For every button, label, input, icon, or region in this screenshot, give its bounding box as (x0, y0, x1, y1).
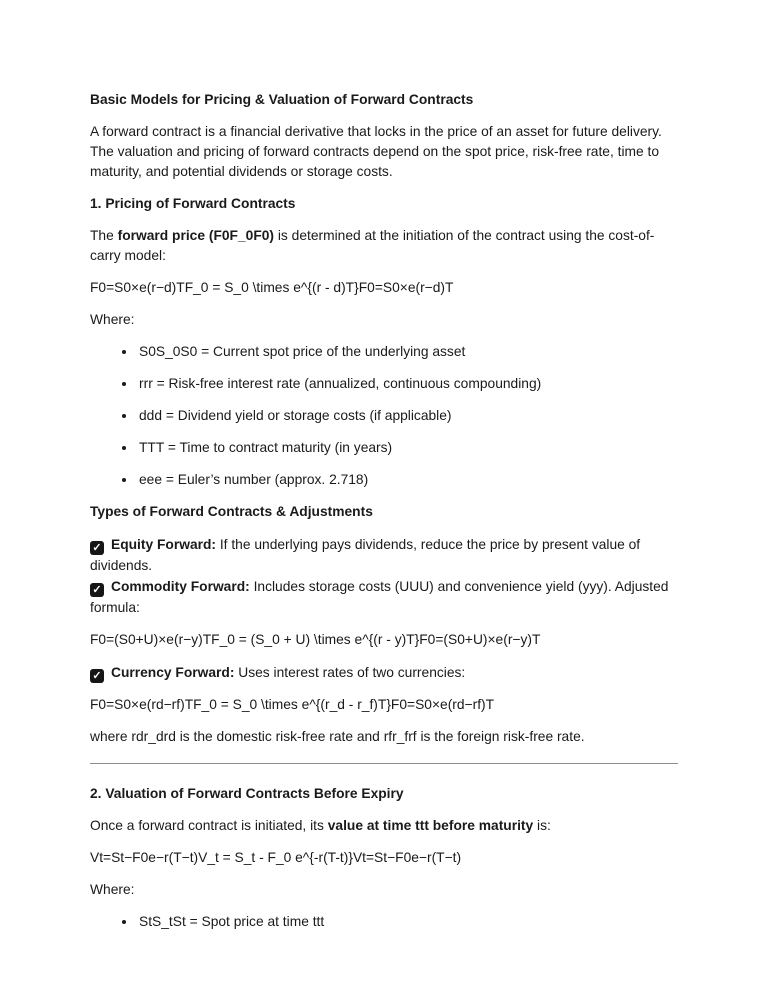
forward-types-group (90, 534, 678, 618)
list-item-dividend-yield: • ddd = Dividend yield or storage costs (if applicable) (137, 406, 678, 426)
list-item-spot-price-at-t: • StS_tSt = Spot price at time ttt (137, 912, 678, 932)
list-item-eulers-number: • eee = Euler’s number (approx. 2.718) (137, 470, 678, 490)
cost-of-carry-formula: F0=S0×e(r−d)TF_0 = S_0 \times e^{(r - d)T}F0=S0×e(r−d)T (90, 280, 454, 295)
checkmark-glyph: ✓ (92, 584, 102, 596)
intro-paragraph: A forward contract is a financial derivative that locks in the price of an asset for future delivery. The valuation and pricing of forward contracts depend on the spot price, risk-free rate, time to maturity, and potential dividends or storage costs. (90, 124, 662, 179)
pricing-variables-list (90, 342, 678, 490)
currency-forward-text: Uses interest rates of two currencies: (234, 665, 466, 680)
commodity-forward-formula: F0=(S0+U)×e(r−y)TF_0 = (S_0 + U) \times e^{(r - y)T}F0=(S0+U)×e(r−y)T (90, 632, 541, 647)
currency-forward-formula: F0=S0×e(rd−rf)TF_0 = S_0 \times e^{(r_d - r_f)T}F0=S0×e(rd−rf)T (90, 697, 495, 712)
pricing-paragraph-post: is determined at the initiation of the contract using the cost-of-carry model: (90, 228, 655, 263)
pricing-paragraph-pre: The (90, 228, 118, 243)
equity-forward-text: If the underlying pays dividends, reduce the price by present value of dividends. (90, 537, 641, 573)
equity-forward-item (90, 534, 678, 576)
checkmark-glyph: ✓ (92, 670, 102, 682)
types-heading: Types of Forward Contracts & Adjustments (90, 504, 373, 519)
section-divider (90, 763, 678, 764)
document-title: Basic Models for Pricing & Valuation of Forward Contracts (90, 92, 474, 107)
list-item-time-to-maturity: • TTT = Time to contract maturity (in years) (137, 438, 678, 458)
currency-forward-label: Currency Forward: (111, 665, 235, 680)
pricing-model-paragraph (90, 226, 678, 266)
commodity-forward-label: Commodity Forward: (111, 579, 250, 594)
section1-heading: 1. Pricing of Forward Contracts (90, 196, 296, 211)
commodity-forward-item (90, 576, 678, 618)
value-at-time-term: value at time ttt before maturity (327, 818, 534, 833)
checkmark-glyph: ✓ (92, 542, 102, 554)
forward-price-term: forward price (F0F_0F0) (117, 228, 275, 243)
valuation-formula: Vt=St−F0e−r(T−t)V_t = S_t - F_0 e^{-r(T-t)}Vt=St−F0e−r(T−t) (90, 850, 462, 865)
currency-forward-item (90, 662, 678, 683)
list-item-risk-free-rate: • rrr = Risk-free interest rate (annualized, continuous compounding) (137, 374, 678, 394)
where-label: Where: (90, 312, 135, 327)
commodity-forward-text: Includes storage costs (UUU) and convenience yield (yyy). Adjusted formula: (90, 579, 669, 615)
valuation-variables-list (90, 912, 678, 932)
checked-checkbox-icon (90, 541, 104, 555)
list-item-spot-price: • S0S_0S0 = Current spot price of the underlying asset (137, 342, 678, 362)
valuation-paragraph-pre: Once a forward contract is initiated, its (90, 818, 328, 833)
currency-rates-note: where rdr_drd is the domestic risk-free rate and rfr_frf is the foreign risk-free rate. (90, 729, 585, 744)
checked-checkbox-icon (90, 669, 104, 683)
valuation-paragraph (90, 816, 678, 836)
valuation-paragraph-post: is: (533, 818, 551, 833)
equity-forward-label: Equity Forward: (111, 537, 217, 552)
section2-heading: 2. Valuation of Forward Contracts Before Expiry (90, 786, 404, 801)
checked-checkbox-icon (90, 583, 104, 597)
where-label-2: Where: (90, 882, 135, 897)
